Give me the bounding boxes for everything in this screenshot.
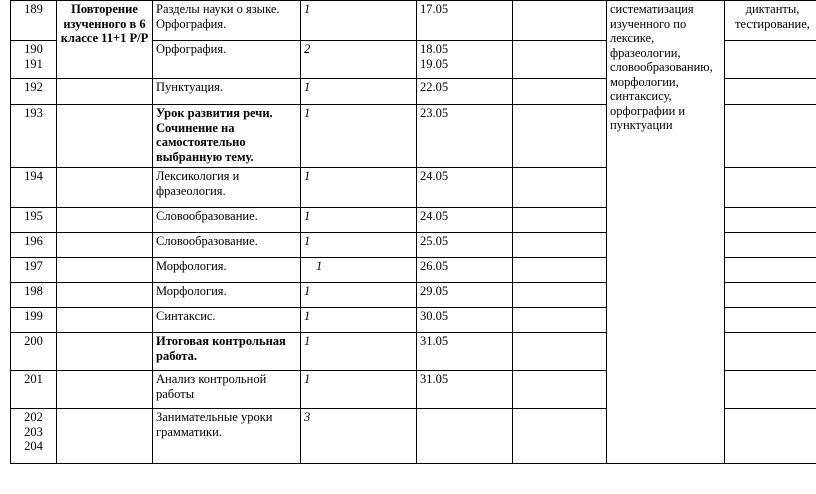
lesson-date: 25.05: [417, 233, 513, 258]
activity-description: систематизация изученного по лексике, фразеологии, словообразованию, морфологии, синтаксису, орфографии и пунктуации: [607, 1, 725, 464]
empty-cell: [513, 41, 607, 79]
lesson-plan-table: [10, 0, 816, 464]
empty-cell: [725, 105, 816, 168]
empty-cell: [725, 208, 816, 233]
empty-cell: [57, 105, 153, 168]
empty-cell: [513, 308, 607, 333]
empty-cell: [57, 308, 153, 333]
lesson-date: 24.05: [417, 208, 513, 233]
lesson-number: 201: [11, 371, 57, 409]
lesson-title: Синтаксис.: [153, 308, 301, 333]
hours-count: 1: [301, 308, 417, 333]
empty-cell: [513, 233, 607, 258]
hours-count: 1: [301, 1, 417, 41]
lesson-title: Итоговая контрольная работа.: [153, 333, 301, 371]
lesson-date: 30.05: [417, 308, 513, 333]
hours-count: 1: [301, 258, 417, 283]
hours-count: 2: [301, 41, 417, 79]
lesson-date: 26.05: [417, 258, 513, 283]
empty-cell: [57, 333, 153, 371]
hours-count: 1: [301, 79, 417, 105]
lesson-date: 31.05: [417, 371, 513, 409]
hours-count: 1: [301, 168, 417, 208]
empty-cell: [513, 258, 607, 283]
lesson-date: 18.05 19.05: [417, 41, 513, 79]
empty-cell: [725, 409, 816, 464]
lesson-number: 198: [11, 283, 57, 308]
lesson-number: 196: [11, 233, 57, 258]
empty-cell: [513, 208, 607, 233]
hours-count: 1: [301, 105, 417, 168]
empty-cell: [57, 371, 153, 409]
lesson-number: 189: [11, 1, 57, 41]
lesson-number: 195: [11, 208, 57, 233]
lesson-title: Урок развития речи. Сочинение на самостоятельно выбранную тему.: [153, 105, 301, 168]
empty-cell: [57, 168, 153, 208]
lesson-date: 23.05: [417, 105, 513, 168]
lesson-number: 199: [11, 308, 57, 333]
lesson-title: Анализ контрольной работы: [153, 371, 301, 409]
lesson-title: Орфография.: [153, 41, 301, 79]
lesson-title: Морфология.: [153, 258, 301, 283]
lesson-date: 24.05: [417, 168, 513, 208]
empty-cell: [725, 233, 816, 258]
lesson-number: 192: [11, 79, 57, 105]
hours-count: 1: [301, 233, 417, 258]
empty-cell: [725, 258, 816, 283]
hours-count: 1: [301, 333, 417, 371]
lesson-title: Пунктуация.: [153, 79, 301, 105]
lesson-title: Лексикология и фразеология.: [153, 168, 301, 208]
lesson-date: [417, 409, 513, 464]
empty-cell: [57, 258, 153, 283]
lesson-title: Словообразование.: [153, 208, 301, 233]
control-forms: диктанты, тестирование,: [725, 1, 816, 41]
empty-cell: [725, 283, 816, 308]
lesson-title: Занимательные уроки грамматики.: [153, 409, 301, 464]
empty-cell: [513, 409, 607, 464]
empty-cell: [57, 233, 153, 258]
lesson-title: Морфология.: [153, 283, 301, 308]
empty-cell: [513, 79, 607, 105]
empty-cell: [513, 371, 607, 409]
empty-cell: [57, 208, 153, 233]
empty-cell: [725, 333, 816, 371]
empty-cell: [513, 105, 607, 168]
lesson-number: 193: [11, 105, 57, 168]
empty-cell: [57, 283, 153, 308]
empty-cell: [513, 283, 607, 308]
empty-cell: [725, 168, 816, 208]
empty-cell: [513, 333, 607, 371]
lesson-date: 31.05: [417, 333, 513, 371]
empty-cell: [57, 409, 153, 464]
empty-cell: [513, 168, 607, 208]
table-row: [11, 1, 816, 41]
empty-cell: [725, 41, 816, 79]
lesson-date: 29.05: [417, 283, 513, 308]
lesson-date: 17.05: [417, 1, 513, 41]
empty-cell: [725, 308, 816, 333]
lesson-number: 202 203 204: [11, 409, 57, 464]
hours-count: 1: [301, 283, 417, 308]
section-topic: Повторение изученного в 6 классе 11+1 Р/Р: [57, 1, 153, 79]
hours-count: 3: [301, 409, 417, 464]
empty-cell: [57, 79, 153, 105]
lesson-title: Разделы науки о языке. Орфография.: [153, 1, 301, 41]
lesson-date: 22.05: [417, 79, 513, 105]
lesson-number: 190 191: [11, 41, 57, 79]
hours-count: 1: [301, 371, 417, 409]
empty-cell: [725, 79, 816, 105]
empty-cell: [725, 371, 816, 409]
lesson-number: 200: [11, 333, 57, 371]
lesson-number: 197: [11, 258, 57, 283]
lesson-title: Словообразование.: [153, 233, 301, 258]
lesson-number: 194: [11, 168, 57, 208]
hours-count: 1: [301, 208, 417, 233]
empty-cell: [513, 1, 607, 41]
